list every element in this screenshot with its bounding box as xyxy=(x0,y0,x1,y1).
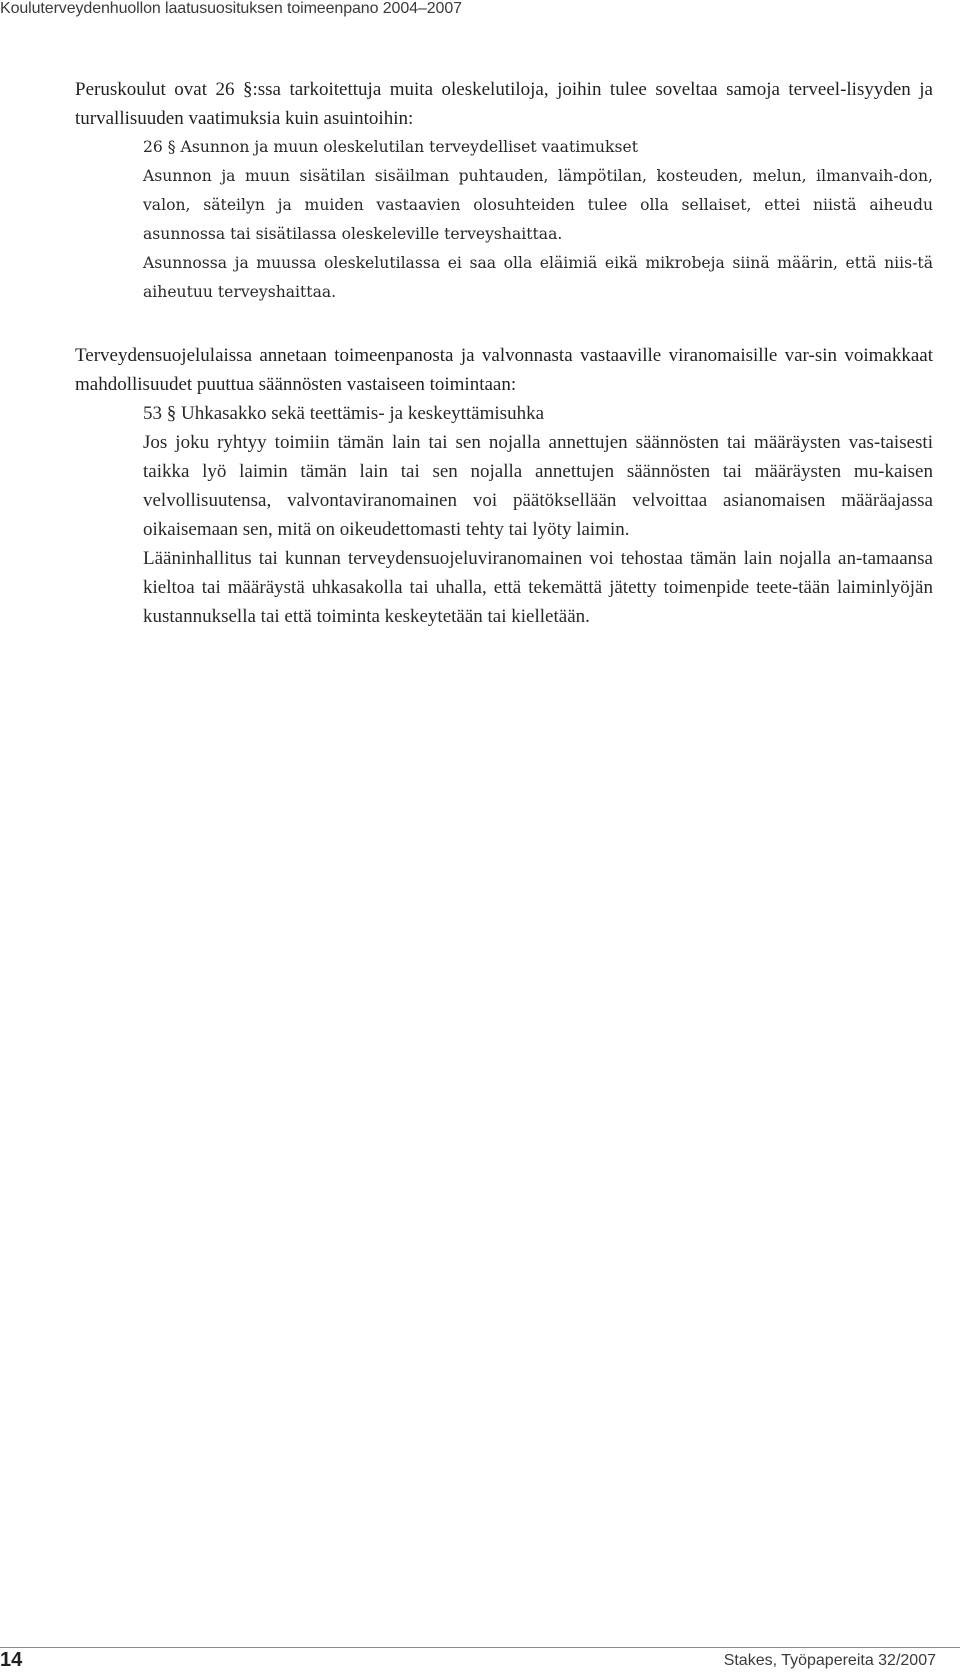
footer-divider xyxy=(0,1647,960,1648)
law-section-heading-26: 26 § Asunnon ja muun oleskelutilan terveydelliset vaatimukset xyxy=(143,138,639,156)
running-header: Kouluterveydenhuollon laatusuosituksen toimeenpano 2004–2007 xyxy=(0,0,462,17)
footer-publication: Stakes, Työpapereita 32/2007 xyxy=(723,1652,936,1669)
law-53-paragraph-2: Lääninhallitus tai kunnan terveydensuojeluviranomainen voi tehostaa tämän lain nojalla an-tamaansa kieltoa tai määräystä uhkasakolla tai uhalla, että tekemättä jätetty toimenpide teete-tään laiminlyöjän kustannuksella tai että toiminta keskeytetään tai kielletään. xyxy=(143,548,933,627)
page-body xyxy=(75,75,933,631)
law-53-paragraph-1: Jos joku ryhtyy toimiin tämän lain tai sen nojalla annettujen säännösten tai määräysten vas-taisesti taikka lyö laimin tämän lain tai sen nojalla annettujen säännösten tai määräysten mu-kaisen velvollisuutensa, valvontaviranomainen voi päätöksellään velvoittaa asianomaisen määräajassa oikaisemaan sen, mitä on oikeudettomasti tehty tai lyöty laimin. xyxy=(143,432,933,540)
law-quote-53 xyxy=(143,399,933,631)
intro-paragraph-enforcement: Terveydensuojelulaissa annetaan toimeenpanosta ja valvonnasta vastaaville viranomaisille var-sin voimakkaat mahdollisuudet puuttua säännösten vastaiseen toimintaan: xyxy=(75,345,933,395)
section-housing-requirements xyxy=(75,75,933,307)
page-number: 14 xyxy=(0,1649,23,1671)
law-quote-26 xyxy=(143,133,933,307)
intro-paragraph-schools: Peruskoulut ovat 26 §:ssa tarkoitettuja muita oleskelutiloja, joihin tulee soveltaa samoja terveel-lisyyden ja turvallisuuden vaatimuksia kuin asuintoihin: xyxy=(75,79,933,129)
law-section-heading-53: 53 § Uhkasakko sekä teettämis- ja keskeyttämisuhka xyxy=(143,403,545,424)
paragraph-gap xyxy=(75,307,933,341)
section-enforcement xyxy=(75,341,933,631)
law-26-paragraph-2: Asunnossa ja muussa oleskelutilassa ei saa olla eläimiä eikä mikrobeja siinä määrin, että niis-tä aiheutuu terveyshaittaa. xyxy=(143,254,933,301)
law-26-paragraph-1: Asunnon ja muun sisätilan sisäilman puhtauden, lämpötilan, kosteuden, melun, ilmanvaih-don, valon, säteilyn ja muiden vastaavien olosuhteiden tulee olla sellaiset, ettei niistä aiheudu asunnossa tai sisätilassa oleskeleville terveyshaittaa. xyxy=(143,167,933,243)
